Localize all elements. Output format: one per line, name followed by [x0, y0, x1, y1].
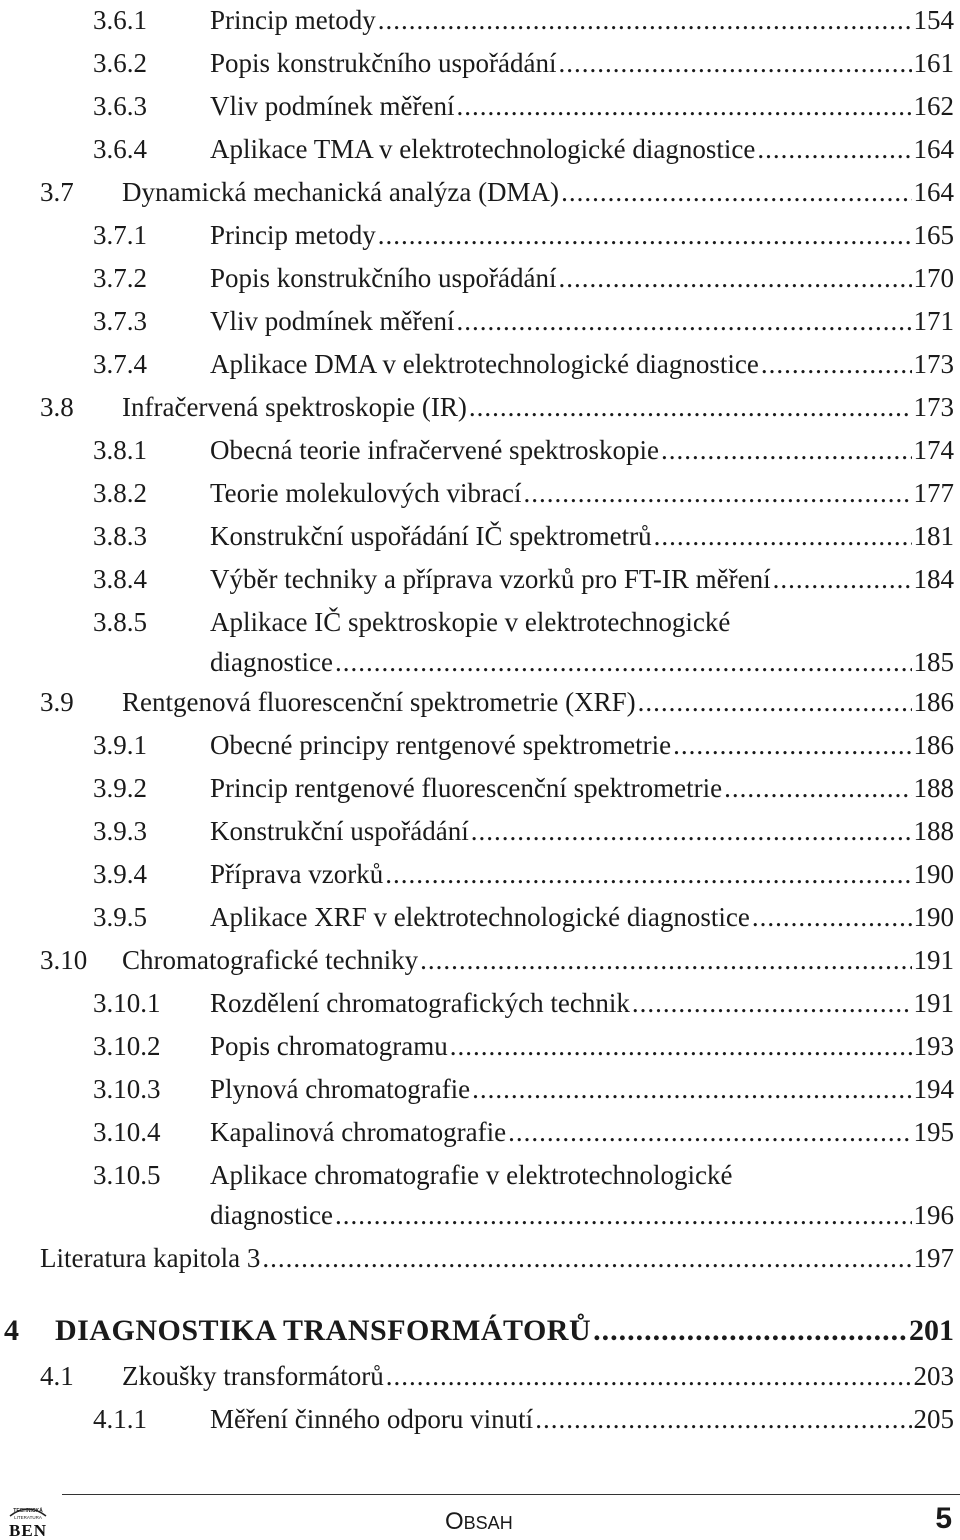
dot-leader [561, 174, 911, 210]
toc-entry-page: 154 [913, 5, 954, 35]
toc-entry-page: 161 [913, 48, 954, 78]
toc-entry-page: 190 [913, 902, 954, 932]
toc-entry-number: 4.1 [40, 1361, 74, 1391]
dot-leader [386, 1358, 912, 1394]
toc-entry-number: 3.9.2 [93, 773, 147, 803]
dot-leader [508, 1114, 911, 1150]
toc-entry-page: 188 [913, 816, 954, 846]
toc-entry-title: Rentgenová fluorescenční spektrometrie (XRF) [122, 687, 636, 717]
toc-entry-title-continued: diagnostice [210, 1200, 333, 1230]
toc-entry-page: 205 [913, 1404, 954, 1434]
dot-leader [724, 770, 911, 806]
toc-entry-title: Princip metody [210, 5, 376, 35]
toc-entry-title-continued: diagnostice [210, 647, 333, 677]
toc-entry-title: Aplikace IČ spektroskopie v elektrotechnogické [210, 607, 731, 637]
dot-leader [385, 856, 911, 892]
dot-leader [471, 813, 912, 849]
toc-entry-number: 3.10.2 [93, 1031, 161, 1061]
toc-entry-number: 3.8 [40, 392, 74, 422]
toc-entry-page: 203 [913, 1361, 954, 1391]
toc-entry-title: Infračervená spektroskopie (IR) [122, 392, 467, 422]
toc-entry-title: DIAGNOSTIKA TRANSFORMÁTORŮ [55, 1314, 592, 1347]
toc-entry-page: 196 [913, 1200, 954, 1230]
toc-entry-page: 165 [913, 220, 954, 250]
dot-leader [632, 985, 912, 1021]
toc-entry-title: Měření činného odporu vinutí [210, 1404, 534, 1434]
dot-leader [378, 2, 912, 38]
toc-entry-number: 3.10.5 [93, 1160, 161, 1190]
toc-entry-title: Princip rentgenové fluorescenční spektrometrie [210, 773, 723, 803]
toc-entry-page: 190 [913, 859, 954, 889]
dot-leader [469, 389, 912, 425]
dot-leader [558, 260, 911, 296]
toc-entry-number: 3.8.5 [93, 607, 147, 637]
toc-entry-title: Aplikace DMA v elektrotechnologické diagnostice [210, 349, 759, 379]
toc-entry-number: 3.6.4 [93, 134, 147, 164]
toc-entry-title: Teorie molekulových vibrací [210, 478, 522, 508]
toc-entry-page: 194 [913, 1074, 954, 1104]
toc-entry-title: Aplikace chromatografie v elektrotechnologické [210, 1160, 733, 1190]
dot-leader [335, 1197, 912, 1233]
dot-leader [456, 88, 911, 124]
dot-leader [335, 644, 912, 680]
toc-entry-number: 3.9.5 [93, 902, 147, 932]
toc-entry-title: Konstrukční uspořádání [210, 816, 469, 846]
toc-entry-page: 164 [913, 177, 954, 207]
toc-entry-page: 191 [913, 945, 954, 975]
toc-entry-title: Zkoušky transformátorů [122, 1361, 384, 1391]
toc-entry-number: 4.1.1 [93, 1404, 147, 1434]
toc-entry-number: 3.9 [40, 687, 74, 717]
footer-page-number: 5 [935, 1502, 952, 1535]
dot-leader [638, 684, 912, 720]
toc-entry-page: 173 [913, 349, 954, 379]
toc-entry-page: 164 [913, 134, 954, 164]
dot-leader [773, 561, 912, 597]
toc-entry-title: Popis konstrukčního uspořádání [210, 48, 557, 78]
footer-section-rest: BSAH [463, 1513, 513, 1533]
dot-leader [752, 899, 912, 935]
toc-entry-page: 174 [913, 435, 954, 465]
toc-entry-title: Rozdělení chromatografických technik [210, 988, 630, 1018]
toc-entry-number: 3.9.3 [93, 816, 147, 846]
toc-entry-title: Vliv podmínek měření [210, 91, 455, 121]
toc-entry-page: 201 [909, 1314, 954, 1347]
dot-leader [558, 45, 911, 81]
toc-entry-page: 193 [913, 1031, 954, 1061]
toc-entry-page: 162 [913, 91, 954, 121]
dot-leader [661, 432, 911, 468]
toc-entry-page: 177 [913, 478, 954, 508]
toc-entry-number: 3.7.2 [93, 263, 147, 293]
toc-entry-number: 3.6.2 [93, 48, 147, 78]
toc-entry-page: 197 [913, 1243, 954, 1273]
toc-entry-title: Kapalinová chromatografie [210, 1117, 507, 1147]
toc-entry-number: 3.8.1 [93, 435, 147, 465]
dot-leader [593, 1313, 907, 1349]
toc-entry-number: 3.8.2 [93, 478, 147, 508]
toc-entry-number: 3.6.3 [93, 91, 147, 121]
toc-entry-title: Literatura kapitola 3 [40, 1243, 261, 1273]
toc-entry-number: 3.10.3 [93, 1074, 161, 1104]
toc-entry-title: Konstrukční uspořádání IČ spektrometrů [210, 521, 652, 551]
toc-entry-number: 3.9.1 [93, 730, 147, 760]
dot-leader [673, 727, 911, 763]
toc-entry-number: 3.7.1 [93, 220, 147, 250]
dot-leader [450, 1028, 912, 1064]
footer-rule [62, 1494, 960, 1495]
toc-entry-number: 3.7.3 [93, 306, 147, 336]
toc-entry-title: Výběr techniky a příprava vzorků pro FT-IR měření [210, 564, 771, 594]
toc-entry-number: 3.9.4 [93, 859, 147, 889]
toc-entry-number: 3.10.4 [93, 1117, 161, 1147]
dot-leader [456, 303, 911, 339]
dot-leader [757, 131, 911, 167]
toc-entry-title: Dynamická mechanická analýza (DMA) [122, 177, 560, 207]
toc-entry-page: 185 [913, 647, 954, 677]
footer-section-initial: O [445, 1508, 464, 1535]
toc-entry-page: 170 [913, 263, 954, 293]
dot-leader [472, 1071, 911, 1107]
dot-leader [378, 217, 912, 253]
svg-text:BEN: BEN [9, 1521, 47, 1538]
toc-entry-number: 3.8.4 [93, 564, 147, 594]
toc-entry-page: 171 [913, 306, 954, 336]
toc-entry-number: 3.7 [40, 177, 74, 207]
toc-entry-page: 188 [913, 773, 954, 803]
toc-entry-page: 184 [913, 564, 954, 594]
toc-entry-page: 173 [913, 392, 954, 422]
svg-text:LITERATURA: LITERATURA [14, 1515, 42, 1520]
toc-entry-title: Obecné principy rentgenové spektrometrie [210, 730, 672, 760]
toc-entry-number: 3.10.1 [93, 988, 161, 1018]
toc-entry-number: 3.8.3 [93, 521, 147, 551]
toc-entry-page: 181 [913, 521, 954, 551]
toc-entry-title: Plynová chromatografie [210, 1074, 471, 1104]
dot-leader [262, 1240, 911, 1276]
toc-entry-title: Příprava vzorků [210, 859, 384, 889]
footer-section-label [445, 1508, 513, 1536]
dot-leader [654, 518, 912, 554]
toc-entry-page: 186 [913, 730, 954, 760]
toc-entry-number: 3.6.1 [93, 5, 147, 35]
toc-entry-number: 3.7.4 [93, 349, 147, 379]
toc-entry-page: 191 [913, 988, 954, 1018]
publisher-logo [4, 1500, 52, 1538]
toc-entry-title: Chromatografické techniky [122, 945, 419, 975]
toc-entry-title: Aplikace TMA v elektrotechnologické diagnostice [210, 134, 756, 164]
dot-leader [420, 942, 911, 978]
svg-text:TECHNICKÁ: TECHNICKÁ [13, 1508, 43, 1514]
dot-leader [524, 475, 912, 511]
toc-entry-title: Popis konstrukčního uspořádání [210, 263, 557, 293]
toc-entry-page: 186 [913, 687, 954, 717]
toc-entry-title: Obecná teorie infračervené spektroskopie [210, 435, 660, 465]
dot-leader [535, 1401, 911, 1437]
toc-entry-title: Vliv podmínek měření [210, 306, 455, 336]
toc-entry-page: 195 [913, 1117, 954, 1147]
toc-entry-number: 3.10 [40, 945, 88, 975]
toc-entry-number: 4 [4, 1314, 19, 1347]
toc-entry-title: Aplikace XRF v elektrotechnologické diagnostice [210, 902, 750, 932]
dot-leader [761, 346, 912, 382]
toc-entry-title: Popis chromatogramu [210, 1031, 448, 1061]
toc-entry-title: Princip metody [210, 220, 376, 250]
